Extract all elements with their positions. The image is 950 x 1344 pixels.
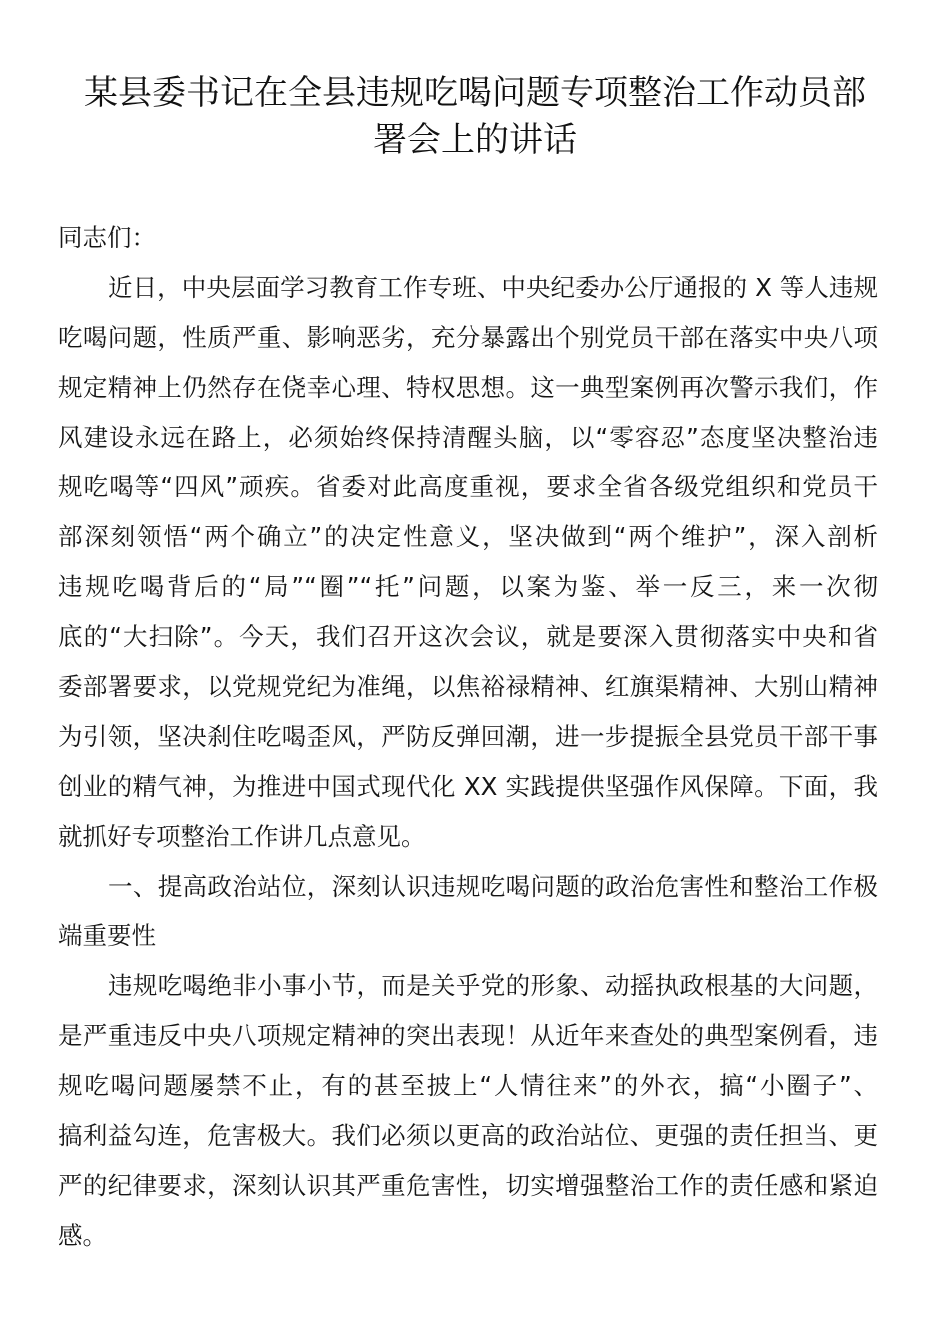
paragraph-line: 委部署要求，以党规党纪为准绳，以焦裕禄精神、红旗渠精神、大别山精神 xyxy=(58,672,878,702)
document-title xyxy=(40,70,910,164)
paragraph-line: 风建设永远在路上，必须始终保持清醒头脑，以“零容忍”态度坚决整治违 xyxy=(58,422,878,452)
paragraph-line: 严的纪律要求，深刻认识其严重危害性，切实增强整治工作的责任感和紧迫 xyxy=(58,1170,878,1200)
title-line: 署会上的讲话 xyxy=(373,120,577,160)
paragraph-line: 创业的精气神，为推进中国式现代化 XX 实践提供坚强作风保障。下面，我 xyxy=(58,771,878,801)
paragraph-line: 是严重违反中央八项规定精神的突出表现！从近年来查处的典型案例看，违 xyxy=(58,1021,878,1051)
paragraph-line: 就抓好专项整治工作讲几点意见。 xyxy=(58,821,426,851)
paragraph-line: 规定精神上仍然存在侥幸心理、特权思想。这一典型案例再次警示我们，作 xyxy=(58,372,878,402)
paragraph-line: 近日，中央层面学习教育工作专班、中央纪委办公厅通报的 X 等人违规 xyxy=(108,272,878,302)
heading-line: 端重要性 xyxy=(58,921,156,951)
salutation: 同志们： xyxy=(58,223,156,252)
paragraph-line: 吃喝问题，性质严重、影响恶劣，充分暴露出个别党员干部在落实中央八项 xyxy=(58,322,878,352)
paragraph-intro xyxy=(58,263,878,862)
paragraph-line: 为引领，坚决刹住吃喝歪风，严防反弹回潮，进一步提振全县党员干部干事 xyxy=(58,721,878,751)
paragraph-line: 违规吃喝背后的“局”“圈”“托”问题，以案为鉴、举一反三，来一次彻 xyxy=(58,572,878,602)
paragraph-line: 违规吃喝绝非小事小节，而是关乎党的形象、动摇执政根基的大问题， xyxy=(108,971,878,1001)
paragraph-line: 感。 xyxy=(58,1220,107,1250)
paragraph-section-1 xyxy=(58,961,878,1260)
paragraph-line: 部深刻领悟“两个确立”的决定性意义，坚决做到“两个维护”，深入剖析 xyxy=(58,522,878,552)
heading-line: 一、提高政治站位，深刻认识违规吃喝问题的政治危害性和整治工作极 xyxy=(108,871,878,901)
paragraph-line: 规吃喝问题屡禁不止，有的甚至披上“人情往来”的外衣，搞“小圈子”、 xyxy=(58,1071,878,1101)
paragraph-line: 规吃喝等“四风”顽疾。省委对此高度重视，要求全省各级党组织和党员干 xyxy=(58,472,878,502)
paragraph-line: 搞利益勾连，危害极大。我们必须以更高的政治站位、更强的责任担当、更 xyxy=(58,1121,878,1151)
paragraph-line: 底的“大扫除”。今天，我们召开这次会议，就是要深入贯彻落实中央和省 xyxy=(58,622,878,652)
section-heading-1 xyxy=(58,862,878,962)
title-line: 某县委书记在全县违规吃喝问题专项整治工作动员部 xyxy=(84,73,866,113)
document-body xyxy=(58,213,878,1261)
